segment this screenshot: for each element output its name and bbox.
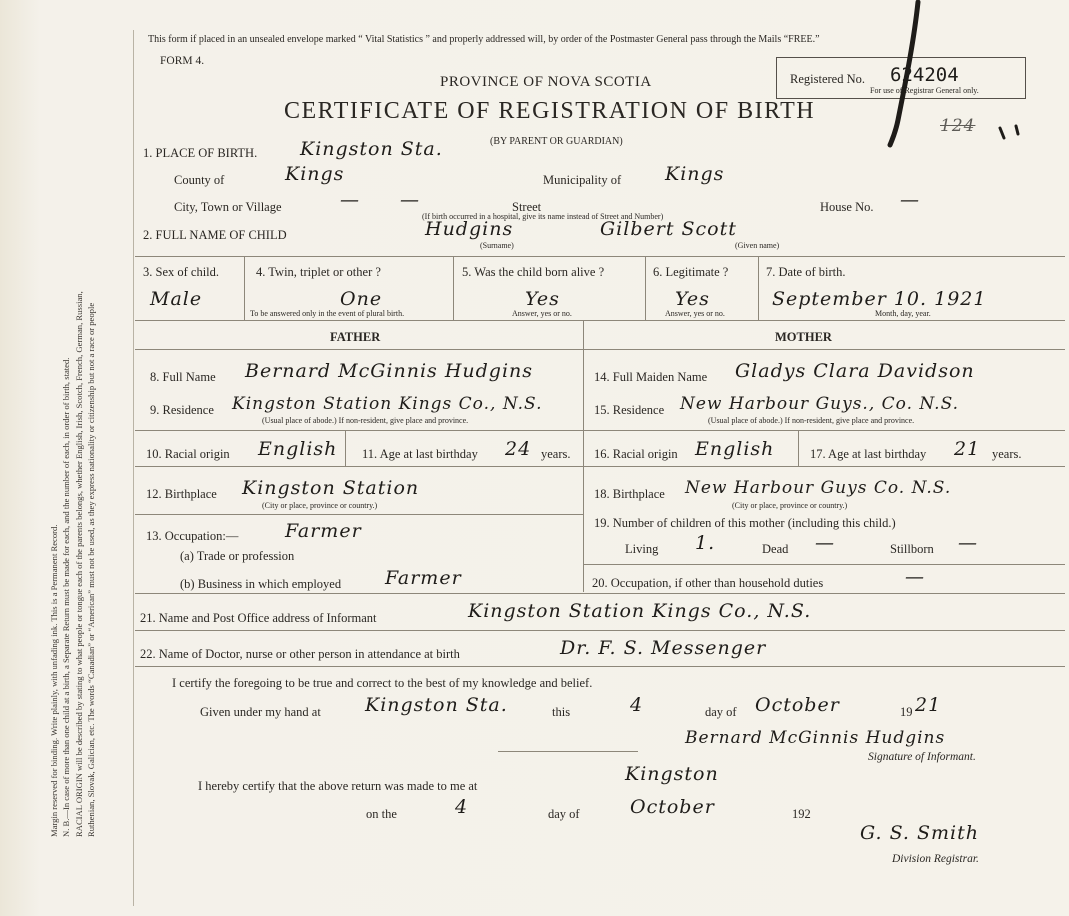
registrar-month-value: October	[630, 796, 715, 818]
mother-residence-note: (Usual place of abode.) If non-resident, give place and province.	[708, 416, 915, 425]
divider	[135, 630, 1065, 631]
county-label: County of	[174, 173, 225, 187]
father-business-value: Farmer	[385, 567, 462, 589]
divider	[345, 430, 346, 466]
mother-birthplace-label: 18. Birthplace	[594, 487, 665, 501]
informant-signature-label: Signature of Informant.	[868, 751, 976, 763]
province-heading: PROVINCE OF NOVA SCOTIA	[440, 74, 652, 90]
born-alive-note: Answer, yes or no.	[512, 309, 572, 318]
informant-signature: Bernard McGinnis Hudgins	[685, 728, 946, 748]
legitimate-value: Yes	[675, 288, 710, 310]
mother-years-label: years.	[992, 447, 1022, 461]
father-residence-label: 9. Residence	[150, 403, 214, 417]
father-residence-value: Kingston Station Kings Co., N.S.	[232, 394, 543, 414]
divider	[583, 564, 1065, 565]
father-occupation-value: Farmer	[285, 520, 362, 542]
mother-children-label: 19. Number of children of this mother (including this child.)	[594, 516, 896, 530]
county-value: Kings	[285, 163, 345, 185]
house-label: House No.	[820, 200, 874, 214]
father-race-label: 10. Racial origin	[146, 447, 230, 461]
registrar-day-value: 4	[455, 796, 469, 818]
doctor-label: 22. Name of Doctor, nurse or other person in attendance at birth	[140, 647, 460, 661]
father-age-label: 11. Age at last birthday	[362, 447, 478, 461]
margin-note: Margin reserved for binding. Write plainly, with unfading ink. This is a Permanent Record.	[49, 524, 59, 837]
registered-label: Registered No.	[790, 72, 865, 86]
certify-year-value: 21	[915, 694, 942, 716]
margin-note: RACIAL ORIGIN will be described by stating to what people or tongue each of the parents belongs, whether English, Irish, Scotch, French, German, Russian,	[73, 291, 84, 837]
father-race-value: English	[258, 438, 338, 460]
divider	[583, 430, 1065, 431]
city-label: City, Town or Village	[174, 200, 282, 214]
date-of-birth-value: September 10. 1921	[772, 288, 987, 310]
father-business-label: (b) Business in which employed	[180, 577, 342, 591]
divider	[645, 256, 646, 320]
mother-birthplace-note: (City or place, province or country.)	[732, 501, 848, 510]
on-the-label: on the	[366, 807, 397, 821]
mother-age-label: 17. Age at last birthday	[810, 447, 927, 461]
given-under-label: Given under my hand at	[200, 705, 321, 719]
informant-value: Kingston Station Kings Co., N.S.	[468, 600, 812, 622]
mail-notice: This form if placed in an unsealed envelope marked “ Vital Statistics ” and properly addressed will, by order of the Postmaster General pass through the Mails “FREE.”	[148, 34, 820, 45]
year-prefix: 19	[900, 705, 913, 719]
signature-line	[498, 751, 638, 752]
divider	[135, 430, 583, 431]
mother-occupation-value: —	[905, 566, 925, 588]
registration-number: 624204	[890, 64, 959, 86]
father-residence-note: (Usual place of abode.) If non-resident, give place and province.	[262, 416, 469, 425]
divider	[135, 514, 583, 515]
divider	[135, 466, 583, 467]
doctor-value: Dr. F. S. Messenger	[560, 637, 767, 659]
street-value: —	[400, 189, 420, 211]
city-value: —	[340, 189, 360, 211]
born-alive-value: Yes	[525, 288, 560, 310]
child-surname: Hudgins	[425, 218, 514, 240]
struck-number: 124	[940, 116, 976, 136]
divider	[135, 349, 1065, 350]
certify-day-value: 4	[630, 694, 644, 716]
divider	[583, 320, 584, 592]
dead-value: —	[815, 532, 835, 554]
mother-race-label: 16. Racial origin	[594, 447, 678, 461]
child-given-name: Gilbert Scott	[600, 218, 737, 240]
father-heading: FATHER	[330, 330, 381, 344]
child-name-label: 2. FULL NAME OF CHILD	[143, 228, 287, 242]
mother-age-value: 21	[954, 438, 981, 460]
mother-residence-value: New Harbour Guys., Co. N.S.	[680, 394, 960, 414]
divider	[135, 593, 1065, 594]
dead-label: Dead	[762, 542, 789, 556]
given-name-note: (Given name)	[735, 241, 780, 250]
this-label: this	[552, 705, 571, 719]
house-value: —	[900, 189, 920, 211]
living-label: Living	[625, 542, 659, 556]
stillborn-value: —	[958, 532, 978, 554]
date-of-birth-note: Month, day, year.	[875, 309, 931, 318]
divider	[453, 256, 454, 320]
legitimate-label: 6. Legitimate ?	[653, 265, 729, 279]
divider	[135, 666, 1065, 667]
divider	[244, 256, 245, 320]
father-birthplace-note: (City or place, province or country.)	[262, 501, 378, 510]
father-birthplace-value: Kingston Station	[242, 477, 420, 499]
mother-occupation-label: 20. Occupation, if other than household duties	[592, 576, 824, 590]
father-age-value: 24	[505, 438, 532, 460]
registrar-year-prefix: 192	[792, 807, 811, 821]
registrar-statement: I hereby certify that the above return was made to me at	[198, 779, 478, 793]
twin-label: 4. Twin, triplet or other ?	[256, 265, 381, 279]
registrar-title: Division Registrar.	[892, 853, 979, 865]
street-label: Street	[512, 200, 542, 214]
divider	[583, 466, 1065, 467]
father-years-label: years.	[541, 447, 571, 461]
registrar-place-value: Kingston	[625, 763, 719, 785]
father-birthplace-label: 12. Birthplace	[146, 487, 217, 501]
father-trade-label: (a) Trade or profession	[180, 549, 295, 563]
sex-label: 3. Sex of child.	[143, 265, 220, 279]
sex-value: Male	[150, 288, 203, 310]
twin-value: One	[340, 288, 383, 310]
divider	[135, 320, 1065, 321]
divider	[758, 256, 759, 320]
mother-name-label: 14. Full Maiden Name	[594, 370, 708, 384]
date-of-birth-label: 7. Date of birth.	[766, 265, 846, 279]
subtitle: (BY PARENT OR GUARDIAN)	[490, 136, 623, 147]
page-title: CERTIFICATE OF REGISTRATION OF BIRTH	[284, 98, 816, 124]
divider	[135, 256, 1065, 257]
father-occupation-label: 13. Occupation:—	[146, 529, 239, 543]
registrar-signature: G. S. Smith	[860, 822, 979, 844]
certify-statement: I certify the foregoing to be true and correct to the best of my knowledge and belief.	[172, 676, 593, 690]
twin-note: To be answered only in the event of plural birth.	[250, 309, 405, 318]
margin-notes	[48, 117, 122, 837]
binding-margin-line	[133, 30, 134, 906]
hospital-note: (If birth occurred in a hospital, give its name instead of Street and Number)	[422, 212, 664, 221]
place-of-birth-label: 1. PLACE OF BIRTH.	[143, 146, 258, 160]
mother-birthplace-value: New Harbour Guys Co. N.S.	[685, 478, 952, 498]
place-of-birth-value: Kingston Sta.	[300, 138, 443, 160]
registrar-day-of-label: day of	[548, 807, 580, 821]
informant-label: 21. Name and Post Office address of Informant	[140, 611, 377, 625]
living-value: 1.	[695, 532, 716, 554]
stillborn-label: Stillborn	[890, 542, 934, 556]
municipality-value: Kings	[665, 163, 725, 185]
divider	[798, 430, 799, 466]
form-number: FORM 4.	[160, 55, 205, 67]
mother-heading: MOTHER	[775, 330, 832, 344]
given-place-value: Kingston Sta.	[365, 694, 508, 716]
father-name-label: 8. Full Name	[150, 370, 216, 384]
day-of-label: day of	[705, 705, 737, 719]
margin-note: N. B.—In case of more than one child at a birth, a Separate Return must be made for each, and the number of each, in order of birth, stated.	[61, 357, 72, 837]
margin-note: Ruthenian, Slovak, Galician, etc. The words “Canadian” or “American” must not be used, as they express nationality or citizenship but not a race or people	[85, 302, 96, 837]
surname-note: (Surname)	[480, 241, 514, 250]
certify-month-value: October	[755, 694, 840, 716]
legitimate-note: Answer, yes or no.	[665, 309, 725, 318]
mother-race-value: English	[695, 438, 775, 460]
mother-name-value: Gladys Clara Davidson	[735, 360, 975, 382]
born-alive-label: 5. Was the child born alive ?	[462, 265, 605, 279]
mother-residence-label: 15. Residence	[594, 403, 665, 417]
municipality-label: Municipality of	[543, 173, 622, 187]
registrar-use-note: For use of Registrar General only.	[870, 86, 979, 95]
father-name-value: Bernard McGinnis Hudgins	[245, 360, 534, 382]
